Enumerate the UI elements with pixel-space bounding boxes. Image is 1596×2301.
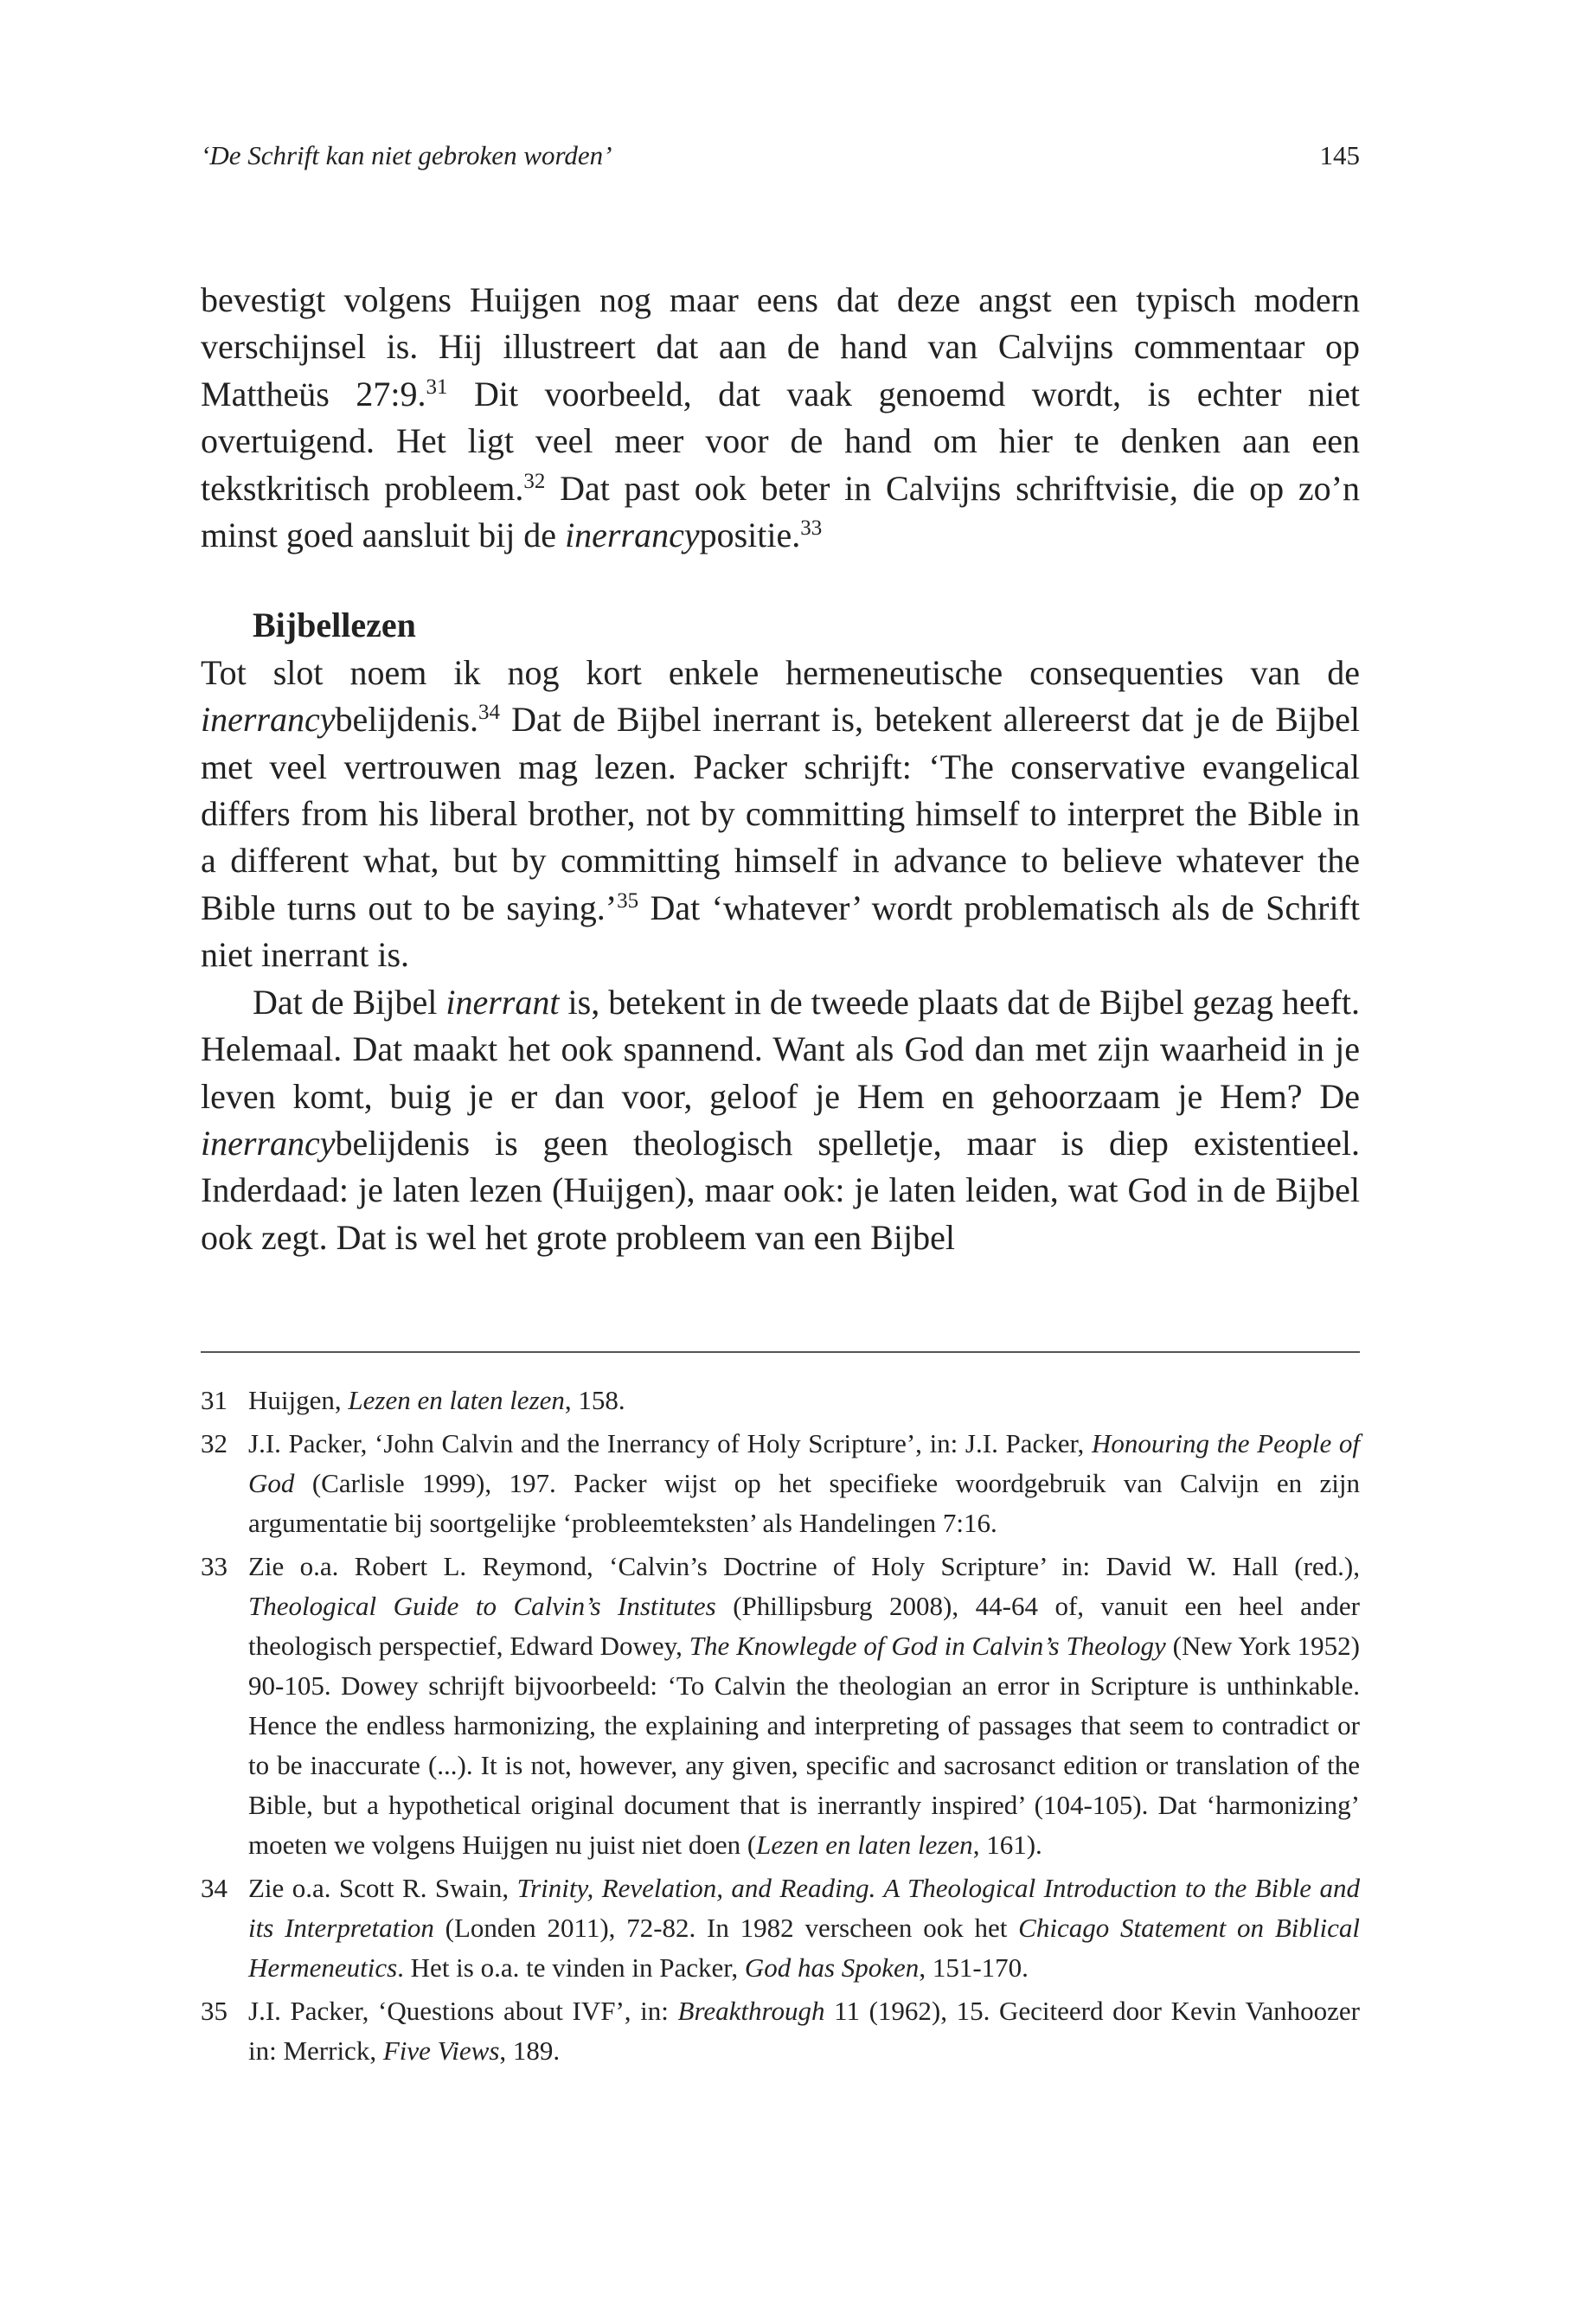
footnote-number: 33 [201, 1551, 228, 1581]
footnotes [201, 1381, 1360, 2074]
footnote-number: 34 [201, 1873, 228, 1903]
footnote-number: 32 [201, 1428, 228, 1458]
footnote-ref-34[interactable]: 34 [478, 701, 501, 725]
paragraph-3: Dat de Bijbel inerrant is, betekent in de tweede plaats dat de Bijbel gezag heeft. Helemaal. Dat maakt het ook spannend. Want als God dan met zijn waarheid in je leven komt, buig je er dan voor, geloof je Hem en gehoorzaam je Hem? De inerrancybelijdenis is geen theologisch spelletje, maar is diep existentieel. Inderdaad: je laten lezen (Huijgen), maar ook: je laten leiden, wat God in de Bijbel ook zegt. Dat is wel het grote probleem van een Bijbel [201, 982, 1361, 1257]
footnote-35: 35 J.I. Packer, ‘Questions about IVF’, in: Breakthrough 11 (1962), 15. Geciteerd door Kevin Vanhoozer in: Merrick, Five Views, 189. [201, 1991, 1360, 2071]
footnote-32: 32 J.I. Packer, ‘John Calvin and the Inerrancy of Holy Scripture’, in: J.I. Packer, Honouring the People of God (Carlisle 1999), 197. Packer wijst op het specifieke woordgebruik van Calvijn en zijn argumentatie bij soortgelijke ‘probleemteksten’ als Handelingen 7:16. [201, 1424, 1360, 1543]
body-text [201, 277, 1360, 1261]
footnote-divider [201, 1351, 1360, 1353]
footnote-number: 31 [201, 1385, 228, 1415]
page-number: 145 [1319, 140, 1360, 170]
running-head [201, 140, 1360, 182]
paragraph-2: Tot slot noem ik nog kort enkele hermeneutische consequenties van de inerrancybelijdenis.$^{34}$ Dat de Bijbel inerrant is, betekent allereerst dat je de Bijbel met veel vertrouwen mag lezen. Packer schrijft: ‘The conservative evangelical differs from his liberal brother, not by committing himself to interpret the Bible in a different what, but by committing himself in advance to believe whatever the Bible turns out to be saying.’$^{35}$ Dat ‘whatever’ wordt problematisch als de Schrift niet inerrant is. [201, 652, 1360, 975]
footnote-ref-32[interactable]: 32 [523, 469, 546, 493]
running-head-title: ‘De Schrift kan niet gebroken worden’ [201, 140, 612, 170]
footnote-ref-35[interactable]: 35 [617, 888, 639, 913]
footnote-ref-31[interactable]: 31 [426, 375, 448, 399]
footnote-number: 35 [201, 1996, 228, 2026]
section-heading: Bijbellezen [253, 606, 416, 645]
footnote-31: 31 Huijgen, Lezen en laten lezen, 158. [201, 1381, 1360, 1420]
footnote-34: 34 Zie o.a. Scott R. Swain, Trinity, Revelation, and Reading. A Theological Introduction to the Bible and its Interpretation (Londen 2011), 72-82. In 1982 verscheen ook het Chicago Statement on Biblical Hermeneutics. Het is o.a. te vinden in Packer, God has Spoken, 151-170. [201, 1868, 1360, 1988]
paragraph-1: bevestigt volgens Huijgen nog maar eens dat deze angst een typisch modern verschijnsel is. Hij illustreert dat aan de hand van Calvijns commentaar op Mattheüs 27:9.31 Dit voorbeeld, dat vaak genoemd wordt, is echter niet overtuigend. Het ligt veel meer voor de hand om hier te denken aan een tekstkritisch probleem.$^{32}$ Dat past ook beter in Calvijns schriftvisie, die op zo’n minst goed aansluit bij de inerrancypositie.$^{33}$ [201, 280, 1360, 555]
footnote-ref-33[interactable]: 33 [800, 516, 823, 541]
footnote-33: 33 Zie o.a. Robert L. Reymond, ‘Calvin’s Doctrine of Holy Scripture’ in: David W. Hall (red.), Theological Guide to Calvin’s Institutes (Phillipsburg 2008), 44-64 of, vanuit een heel ander theologisch perspectief, Edward Dowey, The Knowlegde of God in Calvin’s Theology (New York 1952) 90-105. Dowey schrijft bijvoorbeeld: ‘To Calvin the theologian an error in Scripture is unthinkable. Hence the endless harmonizing, the explaining and interpreting of passages that seem to contradict or to be inaccurate (...). It is not, however, any given, specific and sacrosanct edition or translation of the Bible, but a hypothetical original document that is inerrantly inspired’ (104-105). Dat ‘harmonizing’ moeten we volgens Huijgen nu juist niet doen (Lezen en laten lezen, 161). [201, 1547, 1360, 1865]
